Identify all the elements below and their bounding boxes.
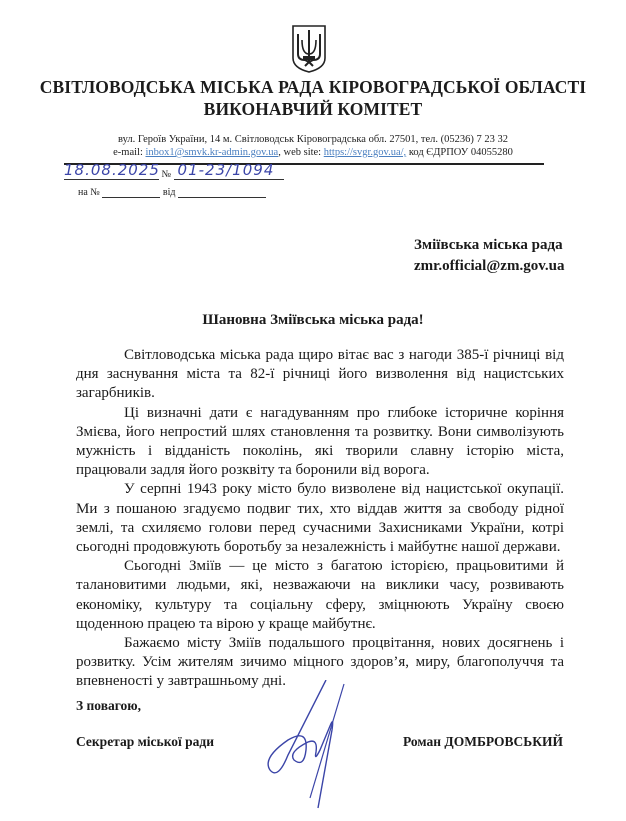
recipient-name: Зміївська міська рада: [414, 237, 563, 253]
outgoing-number: 01-23/1094: [177, 161, 275, 179]
reference-registration: [64, 185, 266, 198]
ref-date-field: [178, 185, 266, 198]
number-label: №: [161, 169, 172, 180]
recipient-block: [380, 235, 610, 277]
ref-date-label: від: [162, 187, 176, 198]
email-link[interactable]: inbox1@smvk.kr-admin.gov.ua: [145, 147, 279, 158]
closing: З повагою,: [76, 698, 141, 713]
organization-subtitle: ВИКОНАВЧИЙ КОМІТЕТ: [203, 99, 423, 119]
ref-number-label: на №: [78, 187, 100, 198]
salutation: Шановна Зміївська міська рада!: [202, 312, 424, 328]
signer-position: Секретар міської ради: [76, 734, 215, 749]
paragraph: Сьогодні Зміїв — це місто з багатою історією, працьовитими й талановитими людьми, які, незважаючи на виклики часу, розвивають економіку, культуру та соціальну сферу, зміцнюють Україну своєю щоденною працею та вірою у краще майбутнє.: [76, 558, 564, 632]
website-label: , web site:: [278, 147, 324, 158]
organization-name: СВІТЛОВОДСЬКА МІСЬКА РАДА КІРОВОГРАДСЬКОЇ ОБЛАСТІ: [39, 77, 587, 97]
paragraph: Світловодська міська рада щиро вітає вас з нагоди 385-ї річниці від дня заснування міста та 82-ї річниці його визволення від нацистських загарбників.: [76, 347, 564, 402]
paragraph: У серпні 1943 року місто було визволене від нацистської окупації. Ми з пошаною згадуємо подвиг тих, хто віддав життя за свободу рідної землі, та схиляємо голови перед сучасними Захисниками України, котрі сьогодні продовжують боротьбу за незалежність і майбутнє нашої держави.: [76, 481, 564, 556]
outgoing-number-field: [174, 161, 284, 180]
signer-name: Роман ДОМБРОВСЬКИЙ: [403, 734, 564, 749]
contact-line: [0, 147, 626, 158]
ref-number-field: [102, 185, 160, 198]
letter-body: [76, 346, 564, 692]
paragraph: Ці визначні дати є нагадуванням про глибоке історичне коріння Змієва, його непростий шлях становлення та розвитку. Вони символізують мужність і відданість поколінь, які творили славну історію міста, працювали задля його розквіту та боронили від ворога.: [76, 404, 564, 479]
paragraph: Бажаємо місту Зміїв подальшого процвітання, нових досягнень і розвитку. Усім жителям зичимо міцного здоров’я, миру, благополуччя та впевненості у завтрашньому дні.: [76, 635, 564, 690]
outgoing-registration: [64, 161, 284, 180]
trident-coat-of-arms-icon: [289, 24, 329, 74]
handwritten-signature-icon: [248, 680, 368, 810]
outgoing-date-field: [64, 161, 160, 180]
email-label: e-mail:: [113, 147, 146, 158]
website-link[interactable]: https://svgr.gov.ua/,: [323, 147, 407, 158]
organization-address: вул. Героїв України, 14 м. Світловодськ Кіровоградська обл. 27501, тел. (05236) 7 23 32: [117, 134, 509, 145]
recipient-email: zmr.official@zm.gov.ua: [414, 258, 565, 274]
outgoing-date: 18.08.2025: [64, 161, 160, 179]
edrpou-code: код ЄДРПОУ 04055280: [406, 147, 513, 158]
